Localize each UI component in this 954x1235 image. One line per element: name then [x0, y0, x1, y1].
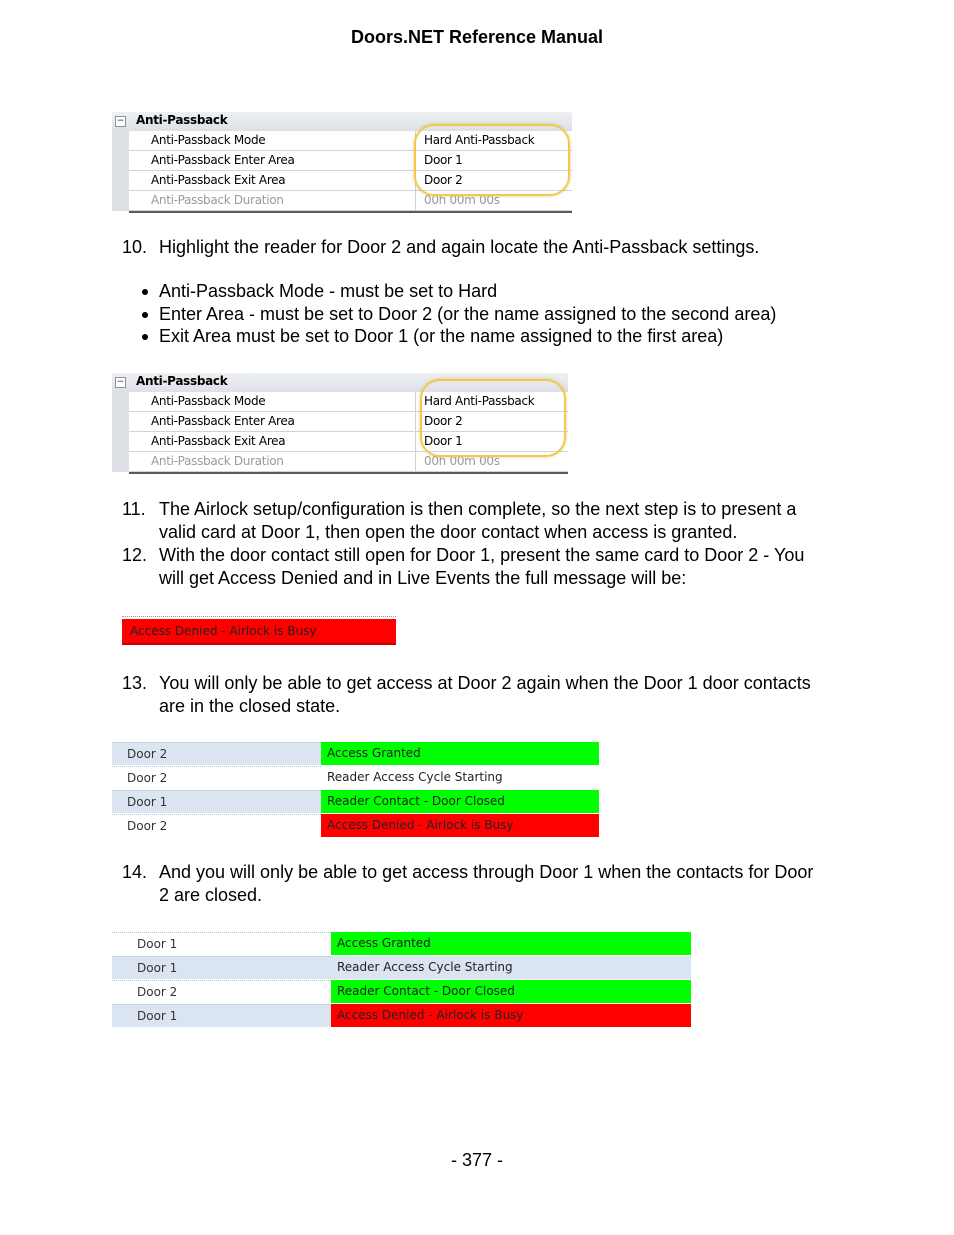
event-description: Access Granted: [321, 742, 599, 765]
event-door: Door 1: [112, 790, 321, 813]
bullet-icon: [142, 289, 148, 295]
list-item: Enter Area - must be set to Door 2 (or the name assigned to the second area): [140, 303, 776, 326]
bullet-icon: [142, 312, 148, 318]
collapse-icon[interactable]: −: [116, 116, 125, 126]
step-number: 11.: [122, 499, 146, 519]
requirements-list: [140, 280, 776, 348]
live-events-table-2: [112, 932, 691, 1028]
airlock-busy-event: Access Denied - Airlock is Busy: [122, 619, 396, 645]
grid-row[interactable]: [112, 171, 572, 191]
event-door: Door 2: [112, 742, 321, 765]
grid-row[interactable]: [112, 191, 572, 211]
property-name: Anti-Passback Duration: [129, 191, 416, 211]
event-row[interactable]: [112, 742, 599, 766]
step-number: 13.: [122, 673, 148, 693]
grid-bottom-border: [129, 472, 568, 474]
event-row[interactable]: [112, 956, 691, 980]
event-description: Reader Access Cycle Starting: [331, 956, 691, 979]
event-description: Access Granted: [331, 932, 691, 955]
grid-row[interactable]: [112, 151, 572, 171]
grid-row[interactable]: [112, 412, 568, 432]
event-row[interactable]: [112, 814, 599, 838]
page-header: Doors.NET Reference Manual: [350, 27, 604, 47]
step-number: 10.: [122, 237, 148, 257]
bullet-icon: [142, 334, 148, 340]
event-description: Access Denied - Airlock is Busy: [321, 814, 599, 837]
step-text: You will only be able to get access at Door 2 again when the Door 1 door contacts are in the closed state.: [159, 673, 811, 716]
property-name: Anti-Passback Exit Area: [129, 171, 416, 191]
grid-bottom-border: [129, 211, 572, 213]
list-item: Anti-Passback Mode - must be set to Hard: [140, 280, 776, 303]
step-text: Highlight the reader for Door 2 and again locate the Anti-Passback settings.: [159, 237, 760, 257]
event-description: Reader Access Cycle Starting: [321, 766, 599, 789]
step-number: 12.: [122, 545, 148, 565]
event-row-divider: [122, 608, 396, 617]
anti-passback-grid-1: [112, 112, 572, 213]
step-text: With the door contact still open for Door 1, present the same card to Door 2 - You will get Access Denied and in Live Events the full message will be:: [159, 545, 805, 588]
property-value[interactable]: Door 2: [416, 171, 572, 191]
property-name: Anti-Passback Enter Area: [129, 412, 416, 432]
property-value[interactable]: Door 1: [416, 151, 572, 171]
event-row[interactable]: [112, 766, 599, 790]
event-door: Door 2: [112, 766, 321, 789]
grid-row[interactable]: [112, 432, 568, 452]
step-number: 14.: [122, 862, 148, 882]
property-value[interactable]: Door 1: [416, 432, 568, 452]
event-door: Door 1: [112, 932, 331, 955]
event-door: Door 2: [112, 980, 331, 1003]
property-name: Anti-Passback Enter Area: [129, 151, 416, 171]
event-description: Reader Contact - Door Closed: [321, 790, 599, 813]
category-row: [112, 373, 568, 392]
property-value[interactable]: Door 2: [416, 412, 568, 432]
event-door: Door 2: [112, 814, 321, 837]
property-name: Anti-Passback Mode: [129, 392, 416, 412]
property-value[interactable]: 00h 00m 00s: [416, 452, 568, 472]
event-door: Door 1: [112, 1004, 331, 1027]
page-number: - 377 -: [450, 1150, 504, 1170]
grid-row[interactable]: [112, 392, 568, 412]
step-text: And you will only be able to get access through Door 1 when the contacts for Door 2 are closed.: [159, 862, 814, 905]
property-value[interactable]: Hard Anti-Passback: [416, 392, 568, 412]
event-row[interactable]: [112, 1004, 691, 1028]
anti-passback-grid-2: [112, 373, 568, 474]
event-door: Door 1: [112, 956, 331, 979]
grid-row[interactable]: [112, 131, 572, 151]
event-row[interactable]: [112, 932, 691, 956]
category-title: Anti-Passback: [136, 113, 228, 127]
collapse-icon[interactable]: −: [116, 377, 125, 387]
property-name: Anti-Passback Duration: [129, 452, 416, 472]
event-description: Reader Contact - Door Closed: [331, 980, 691, 1003]
step-text: The Airlock setup/configuration is then complete, so the next step is to present a valid card at Door 1, then open the door contact when access is granted.: [159, 499, 797, 542]
category-row: [112, 112, 572, 131]
event-description: Access Denied - Airlock is Busy: [331, 1004, 691, 1027]
grid-row[interactable]: [112, 452, 568, 472]
live-events-table-1: [112, 742, 599, 838]
event-row[interactable]: [112, 790, 599, 814]
property-value[interactable]: Hard Anti-Passback: [416, 131, 572, 151]
list-item: Exit Area must be set to Door 1 (or the name assigned to the first area): [140, 325, 776, 348]
property-name: Anti-Passback Mode: [129, 131, 416, 151]
property-value[interactable]: 00h 00m 00s: [416, 191, 572, 211]
event-row[interactable]: [112, 980, 691, 1004]
property-name: Anti-Passback Exit Area: [129, 432, 416, 452]
category-title: Anti-Passback: [136, 374, 228, 388]
